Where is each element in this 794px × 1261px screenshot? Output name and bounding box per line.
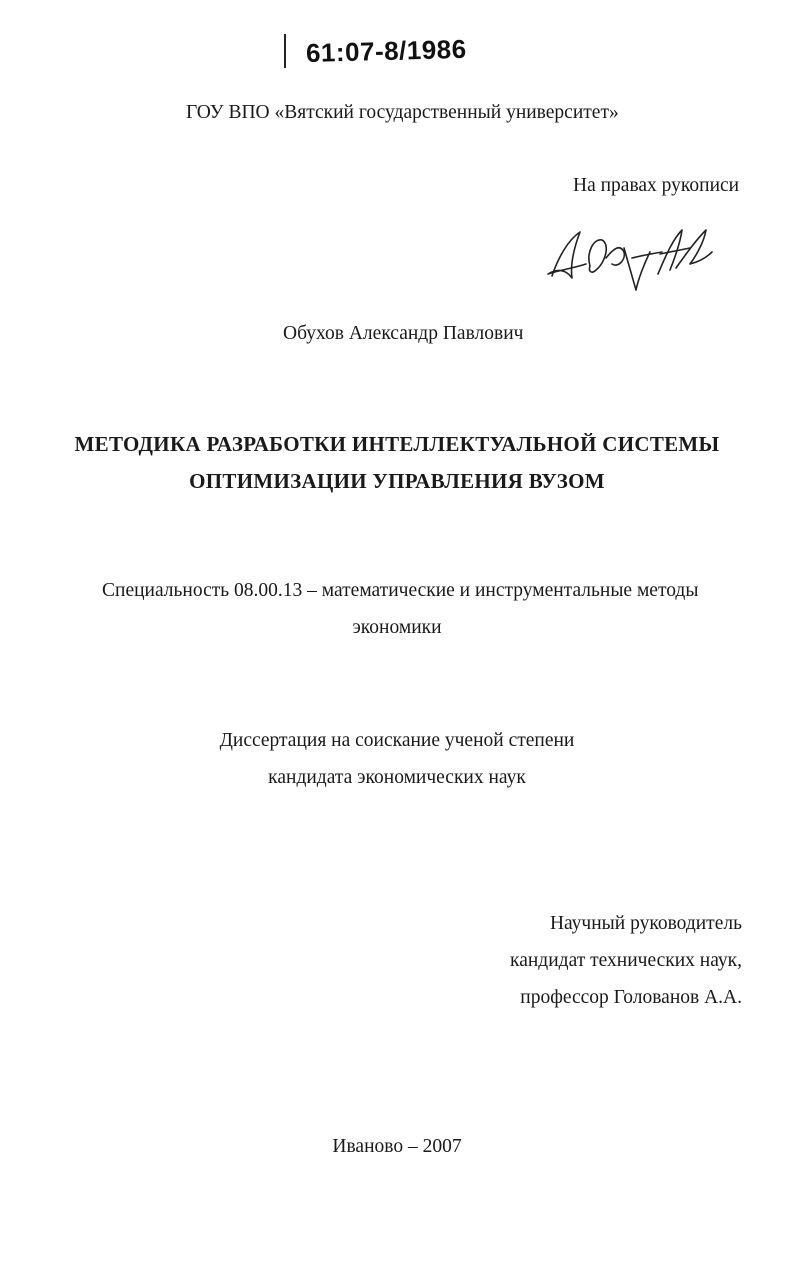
signature-icon	[540, 218, 720, 303]
rights-note: На правах рукописи	[573, 175, 740, 196]
library-stamp-code: 61:07-8/1986	[305, 33, 468, 68]
university-name: ГОУ ВПО «Вятский государственный университет»	[186, 102, 619, 123]
city-year: Иваново – 2007	[332, 1136, 462, 1157]
supervisor-label: Научный руководитель	[549, 913, 742, 934]
degree-line-1: Диссертация на соискание ученой степени	[219, 730, 575, 751]
stamp-mark	[284, 34, 286, 68]
degree-line-2: кандидата экономических наук	[268, 767, 526, 788]
specialty-line-2: экономики	[352, 617, 442, 638]
dissertation-title-line-2: ОПТИМИЗАЦИИ УПРАВЛЕНИЯ ВУЗОМ	[189, 469, 605, 493]
author-name: Обухов Александр Павлович	[283, 323, 524, 344]
dissertation-title-line-1: МЕТОДИКА РАЗРАБОТКИ ИНТЕЛЛЕКТУАЛЬНОЙ СИСТЕМЫ	[74, 432, 720, 456]
supervisor-degree: кандидат технических наук,	[510, 950, 742, 971]
supervisor-name: профессор Голованов А.А.	[520, 987, 742, 1008]
specialty-line-1: Специальность 08.00.13 – математические и инструментальные методы	[102, 580, 699, 601]
